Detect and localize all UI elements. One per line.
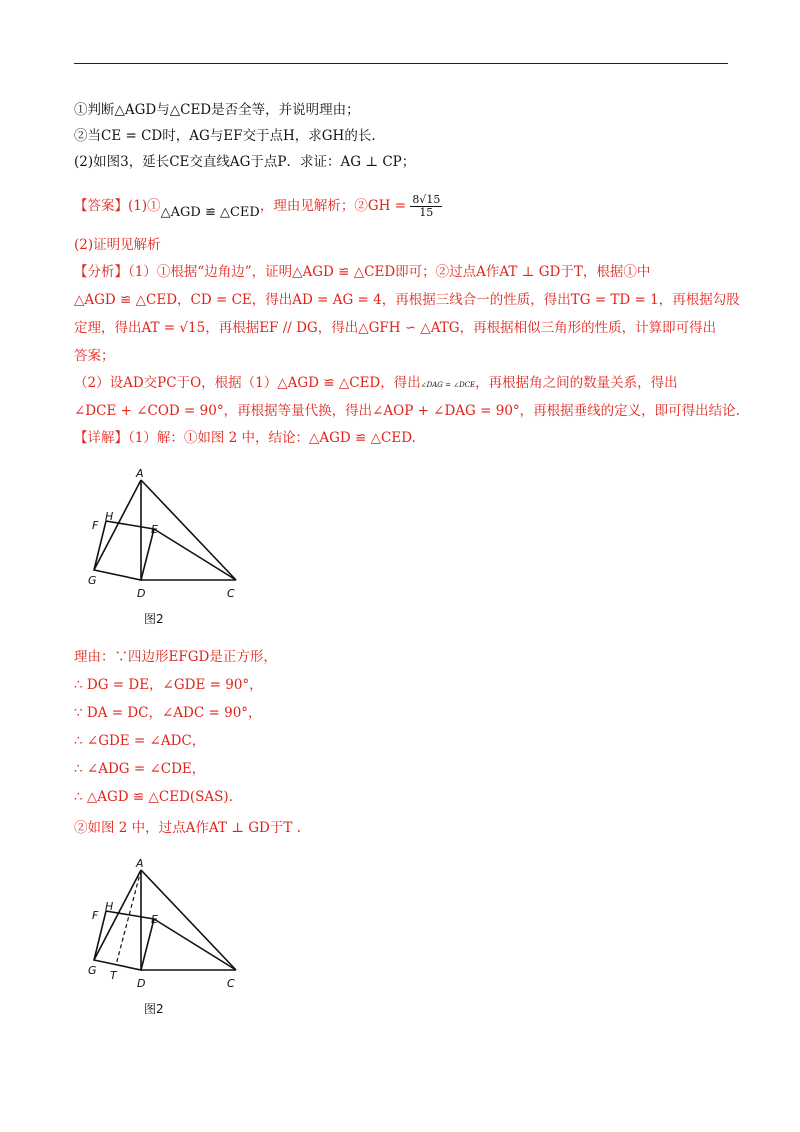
- fig2-label-g: G: [88, 964, 97, 977]
- fig2-label-c: C: [227, 977, 235, 990]
- fig1-caption: 图2: [144, 612, 164, 626]
- reason-2: ∴ DG = DE，∠GDE = 90°，: [74, 677, 263, 693]
- answer-congruence: △AGD ≌ △CED: [160, 205, 260, 220]
- analysis-2: △AGD ≌ △CED，CD = CE，得出AD = AG = 4，再根据三线合一的性质，得出TG = TD = 1，再根据勾股: [74, 292, 740, 308]
- reason-1: 理由：∵四边形EFGD是正方形，: [74, 649, 277, 665]
- analysis-6: ∠DCE + ∠COD = 90°，再根据等量代换，得出∠AOP + ∠DAG = 90°，再根据垂线的定义，即可得出结论.: [74, 403, 740, 419]
- fig2-label-t: T: [110, 969, 117, 982]
- fig1-label-g: G: [88, 574, 97, 587]
- answer-line: [74, 194, 442, 219]
- fig1-label-f: F: [92, 519, 99, 532]
- question-1-2: ②当CE = CD时，AG与EF交于点H，求GH的长.: [74, 128, 376, 144]
- answer-label: 【答案】(1)①: [74, 198, 161, 214]
- fig2-label-h: H: [105, 900, 114, 913]
- analysis-5: [74, 373, 678, 395]
- reason-6: ∴ △AGD ≌ △CED(SAS).: [74, 789, 233, 805]
- fig1-label-a: A: [136, 467, 144, 480]
- header-rule: [74, 63, 728, 64]
- analysis-4: 答案；: [74, 348, 115, 364]
- analysis-1: 【分析】（1）①根据“边角边”，证明△AGD ≌ △CED即可；②过点A作AT ⊥ GD于T，根据①中: [74, 264, 651, 280]
- fraction-denominator: 15: [419, 206, 434, 219]
- answer-fraction: [410, 194, 442, 219]
- reason-5: ∴ ∠ADG = ∠CDE，: [74, 761, 206, 777]
- analysis-5-small-formula: ∠DAG = ∠DCE: [420, 381, 476, 389]
- fig2-caption: 图2: [144, 1002, 164, 1016]
- fig2-label-f: F: [92, 909, 99, 922]
- answer-middle: ，理由见解析；②GH =: [259, 198, 407, 214]
- analysis-3: 定理，得出AT = √15，再根据EF // DG，得出△GFH ∽ △ATG，再根据相似三角形的性质，计算即可得出: [74, 320, 717, 336]
- fig1-label-h: H: [105, 510, 114, 523]
- reason-3: ∵ DA = DC，∠ADC = 90°，: [74, 705, 262, 721]
- question-2: (2)如图3，延长CE交直线AG于点P．求证：AG ⊥ CP；: [74, 154, 416, 170]
- figure-2-lines: [94, 480, 236, 580]
- fig2-label-e: E: [151, 913, 158, 926]
- question-1-1: ①判断△AGD与△CED是否全等，并说明理由；: [74, 102, 360, 118]
- answer-2: (2)证明见解析: [74, 237, 161, 253]
- fraction-numerator: 8√15: [412, 193, 441, 206]
- figure-2-diagram-with-altitude: [74, 855, 264, 1025]
- fig2-label-d: D: [137, 977, 146, 990]
- analysis-5-end: ，再根据角之间的数量关系，得出: [475, 375, 678, 391]
- fig1-label-d: D: [137, 587, 146, 600]
- reason-4: ∴ ∠GDE = ∠ADC，: [74, 733, 206, 749]
- figure-2-diagram: [74, 465, 264, 635]
- figure-2b-lines: [94, 870, 236, 970]
- reason-7: ②如图 2 中，过点A作AT ⊥ GD于T .: [74, 820, 301, 836]
- detail-1: 【详解】（1）解：①如图 2 中，结论：△AGD ≌ △CED.: [74, 430, 416, 446]
- analysis-5-start: （2）设AD交PC于O，根据（1）△AGD ≌ △CED，得出: [74, 375, 421, 391]
- fig1-label-c: C: [227, 587, 235, 600]
- altitude-at-dashed: [116, 870, 141, 965]
- fig1-label-e: E: [151, 523, 158, 536]
- fig2-label-a: A: [136, 857, 144, 870]
